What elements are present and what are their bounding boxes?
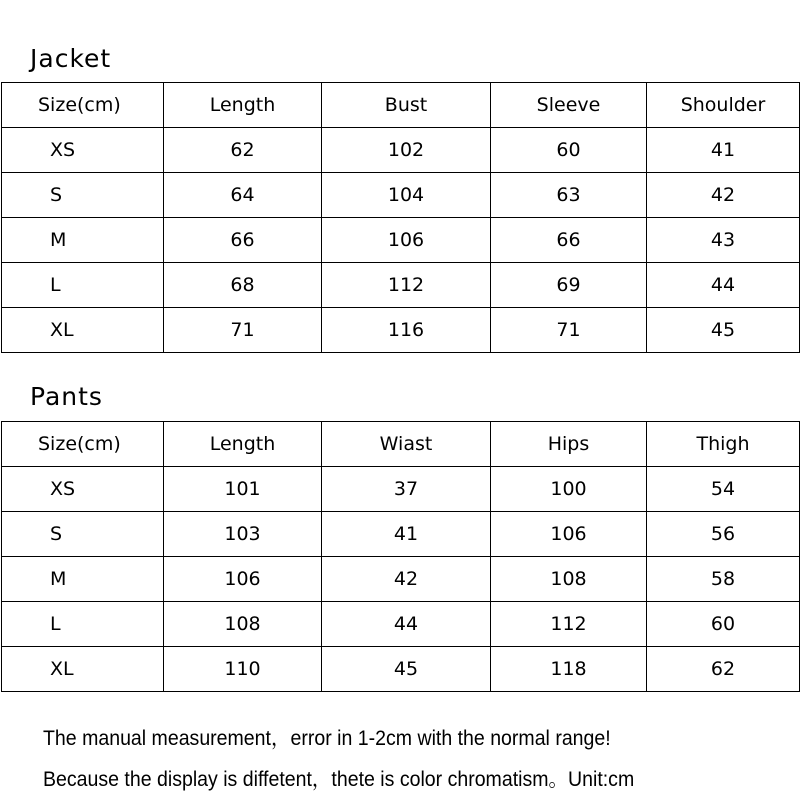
size-label: XS xyxy=(2,467,164,512)
pants-size-table xyxy=(1,421,800,692)
column-header: Hips xyxy=(491,422,647,467)
measurement-cell: 64 xyxy=(164,173,322,218)
table-row xyxy=(2,602,800,647)
measurement-cell: 41 xyxy=(647,128,800,173)
pants-header-row xyxy=(2,422,800,467)
measurement-cell: 66 xyxy=(164,218,322,263)
measurement-cell: 108 xyxy=(164,602,322,647)
measurement-cell: 44 xyxy=(647,263,800,308)
measurement-cell: 58 xyxy=(647,557,800,602)
table-row xyxy=(2,647,800,692)
measurement-cell: 71 xyxy=(164,308,322,353)
size-label: S xyxy=(2,512,164,557)
measurement-cell: 45 xyxy=(647,308,800,353)
measurement-cell: 102 xyxy=(322,128,491,173)
measurement-cell: 108 xyxy=(491,557,647,602)
measurement-cell: 106 xyxy=(164,557,322,602)
measurement-cell: 101 xyxy=(164,467,322,512)
column-header: Sleeve xyxy=(491,83,647,128)
size-label: S xyxy=(2,173,164,218)
column-header: Thigh xyxy=(647,422,800,467)
measurement-cell: 106 xyxy=(322,218,491,263)
jacket-title: Jacket xyxy=(30,44,112,73)
column-header: Shoulder xyxy=(647,83,800,128)
measurement-cell: 112 xyxy=(322,263,491,308)
size-label: L xyxy=(2,602,164,647)
column-header: Size(cm) xyxy=(2,83,164,128)
size-label: L xyxy=(2,263,164,308)
jacket-header-row xyxy=(2,83,800,128)
measurement-cell: 62 xyxy=(647,647,800,692)
measurement-cell: 42 xyxy=(647,173,800,218)
measurement-cell: 100 xyxy=(491,467,647,512)
measurement-cell: 106 xyxy=(491,512,647,557)
measurement-cell: 60 xyxy=(647,602,800,647)
color-unit-note: Because the display is diffetent，thete is color chromatism。Unit:cm xyxy=(43,768,635,791)
measurement-cell: 62 xyxy=(164,128,322,173)
measurement-cell: 54 xyxy=(647,467,800,512)
measurement-cell: 37 xyxy=(322,467,491,512)
table-row xyxy=(2,557,800,602)
pants-title: Pants xyxy=(30,382,103,411)
measurement-cell: 60 xyxy=(491,128,647,173)
measurement-cell: 63 xyxy=(491,173,647,218)
column-header: Size(cm) xyxy=(2,422,164,467)
measurement-cell: 41 xyxy=(322,512,491,557)
measurement-cell: 42 xyxy=(322,557,491,602)
size-label: M xyxy=(2,218,164,263)
size-label: XL xyxy=(2,647,164,692)
column-header: Bust xyxy=(322,83,491,128)
table-row xyxy=(2,467,800,512)
measurement-note: The manual measurement，error in 1-2cm with the normal range! xyxy=(43,727,611,750)
table-row xyxy=(2,263,800,308)
table-row xyxy=(2,218,800,263)
jacket-size-table xyxy=(1,82,800,353)
measurement-cell: 71 xyxy=(491,308,647,353)
measurement-cell: 56 xyxy=(647,512,800,557)
measurement-cell: 44 xyxy=(322,602,491,647)
size-label: XL xyxy=(2,308,164,353)
table-row xyxy=(2,128,800,173)
column-header: Wiast xyxy=(322,422,491,467)
measurement-cell: 112 xyxy=(491,602,647,647)
measurement-cell: 110 xyxy=(164,647,322,692)
measurement-cell: 43 xyxy=(647,218,800,263)
measurement-cell: 45 xyxy=(322,647,491,692)
measurement-cell: 116 xyxy=(322,308,491,353)
table-row xyxy=(2,308,800,353)
size-label: XS xyxy=(2,128,164,173)
table-row xyxy=(2,173,800,218)
table-row xyxy=(2,512,800,557)
measurement-cell: 104 xyxy=(322,173,491,218)
size-label: M xyxy=(2,557,164,602)
measurement-cell: 66 xyxy=(491,218,647,263)
measurement-cell: 118 xyxy=(491,647,647,692)
measurement-cell: 103 xyxy=(164,512,322,557)
column-header: Length xyxy=(164,83,322,128)
measurement-cell: 69 xyxy=(491,263,647,308)
measurement-cell: 68 xyxy=(164,263,322,308)
column-header: Length xyxy=(164,422,322,467)
